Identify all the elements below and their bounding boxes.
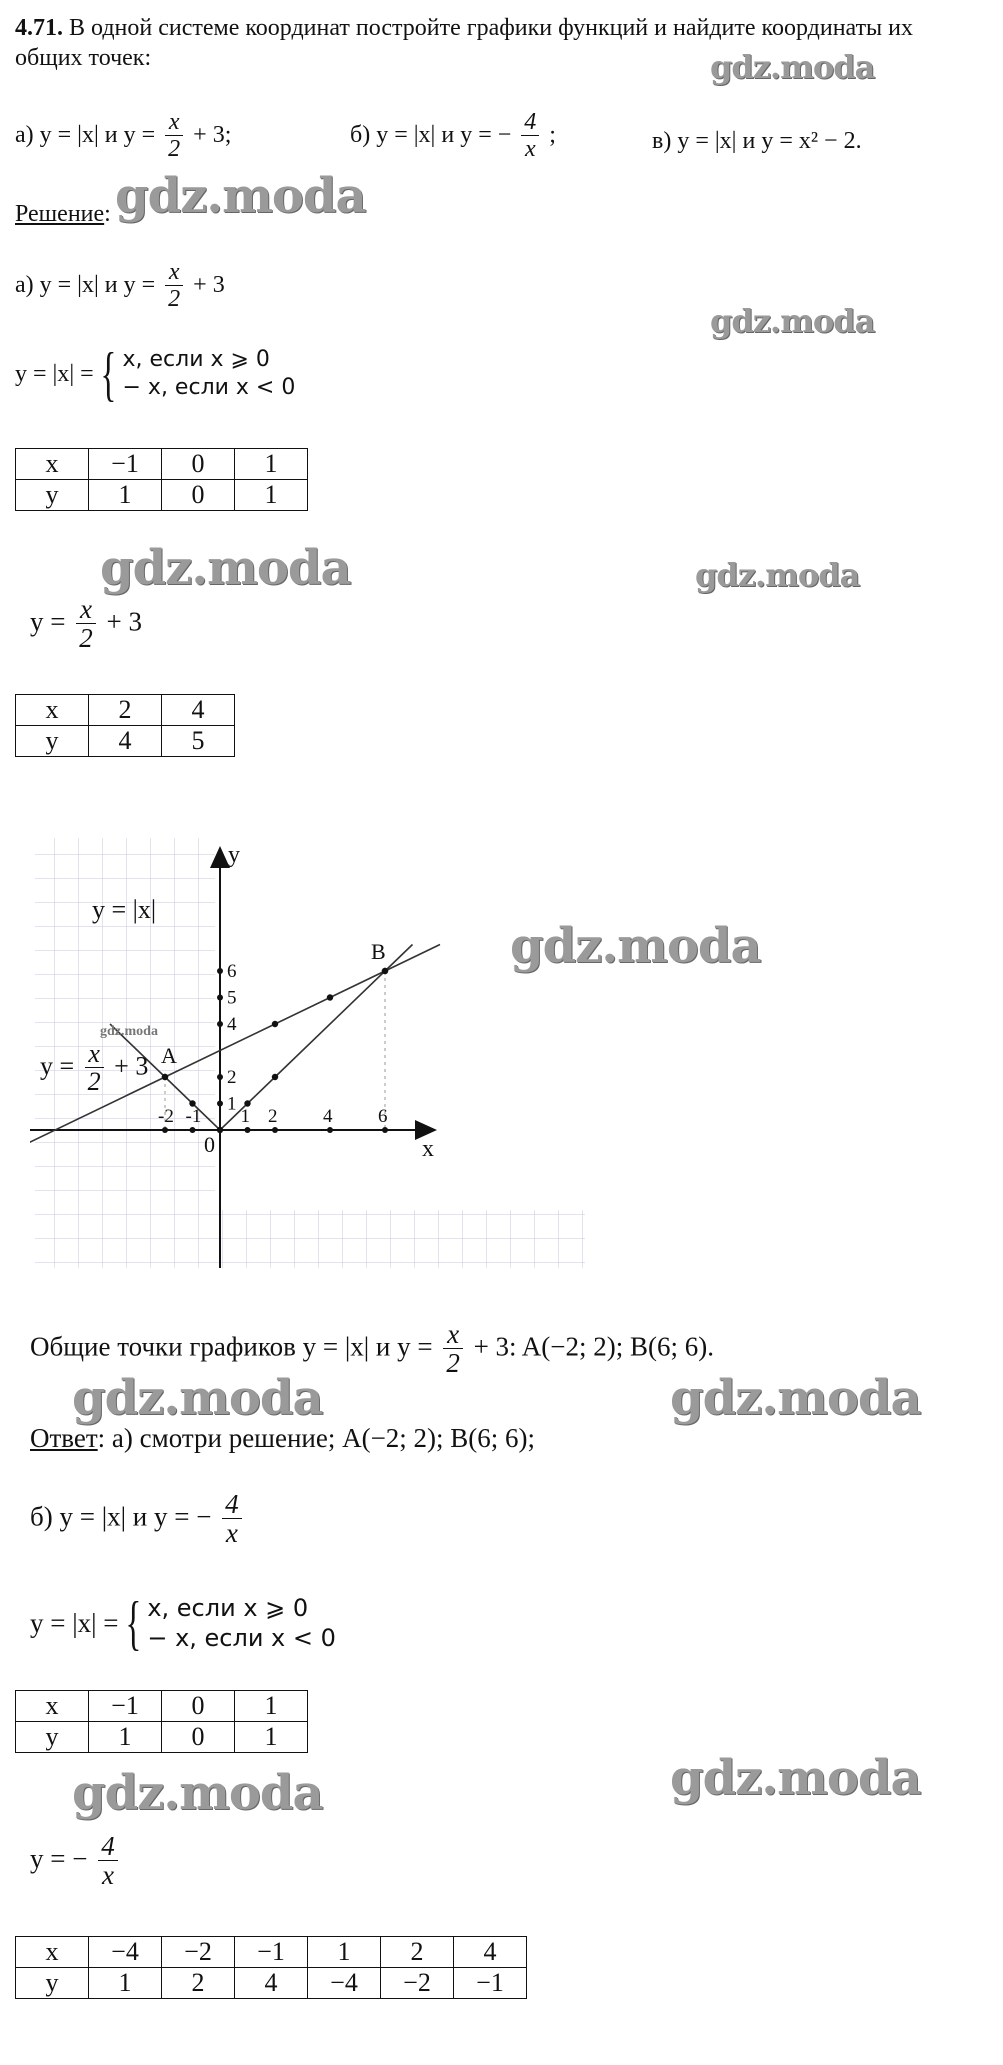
x-tick-label-2: 1 bbox=[240, 1106, 250, 1127]
x-tick-1 bbox=[190, 1127, 196, 1133]
y-tick-2 bbox=[217, 1021, 223, 1027]
watermark: gdz.moda bbox=[72, 1765, 323, 1821]
series-1-point-0 bbox=[162, 1074, 168, 1080]
y-tick-label-3: 5 bbox=[227, 987, 237, 1009]
graph-watermark: gdz.moda bbox=[100, 1024, 158, 1039]
fraction: $\frac{x}{2}$ bbox=[443, 1320, 463, 1379]
y-tick-label-2: 4 bbox=[227, 1014, 237, 1035]
section-a-table-abs: x −1 0 1 y 1 0 1 bbox=[15, 448, 308, 511]
brace-icon: { bbox=[124, 1590, 141, 1656]
series-1-point-1 bbox=[272, 1021, 278, 1027]
x-tick-5 bbox=[382, 1127, 388, 1133]
section-b-abs-definition: y = |x| = { x, если x ⩾ 0 − x, если x < 0 bbox=[30, 1590, 336, 1656]
problem-text-line1: В одной системе координат постройте графики функций и найдите координаты их bbox=[69, 15, 914, 41]
watermark: gdz.moda bbox=[510, 918, 761, 974]
y-axis-label: y bbox=[228, 842, 240, 868]
series-0-point-4 bbox=[272, 1074, 278, 1080]
section-a-abs-definition: y = |x| = { x, если x ⩾ 0 − x, если x < 0 bbox=[15, 341, 296, 407]
fraction: $\frac{x}{2}$ bbox=[165, 110, 183, 163]
fraction: $\frac{x}{2}$ bbox=[165, 260, 183, 313]
x-tick-4 bbox=[327, 1127, 333, 1133]
problem-text-line2: общих точек: bbox=[15, 45, 152, 71]
section-a-heading: а) y = |x| и y = $\frac{x}{2}$ + 3 bbox=[15, 259, 225, 313]
grid-background-bottom bbox=[215, 1210, 585, 1268]
problem-part-c: в) y = |x| и y = x² − 2. bbox=[652, 128, 862, 154]
fraction: $\frac{x}{2}$ bbox=[76, 595, 96, 654]
y-tick-label-0: 1 bbox=[227, 1093, 237, 1115]
watermark: gdz.moda bbox=[115, 168, 366, 224]
x-tick-label-5: 6 bbox=[378, 1106, 388, 1127]
fraction: $\frac{4}{x}$ bbox=[521, 110, 539, 163]
series-0-point-2 bbox=[217, 1127, 223, 1133]
watermark: gdz.moda bbox=[695, 556, 860, 594]
y-tick-0 bbox=[217, 1101, 223, 1107]
fraction: $\frac{4}{x}$ bbox=[98, 1832, 118, 1891]
graph-label-abs: y = |x| bbox=[92, 895, 157, 924]
section-b-table-abs: x −1 0 1 y 1 0 1 bbox=[15, 1690, 308, 1753]
section-a-line-function: y = $\frac{x}{2}$ + 3 bbox=[30, 594, 142, 654]
point-b-label: B bbox=[371, 939, 386, 964]
problem-number: 4.71. bbox=[15, 15, 63, 41]
y-tick-3 bbox=[217, 995, 223, 1001]
x-tick-label-3: 2 bbox=[268, 1106, 278, 1127]
problem-part-b: б) y = |x| и y = − $\frac{4}{x}$ ; bbox=[350, 109, 556, 163]
watermark: gdz.moda bbox=[710, 48, 875, 86]
x-tick-2 bbox=[245, 1127, 251, 1133]
series-1-point-2 bbox=[327, 994, 333, 1000]
x-tick-3 bbox=[272, 1127, 278, 1133]
brace-icon: { bbox=[100, 341, 117, 407]
x-axis-label: x bbox=[422, 1136, 434, 1162]
watermark: gdz.moda bbox=[710, 302, 875, 340]
watermark: gdz.moda bbox=[100, 540, 351, 596]
graph-label-line: y = $\frac{x}{2}$ + 3 bbox=[40, 1039, 149, 1097]
y-tick-label-1: 2 bbox=[227, 1067, 237, 1088]
solution-heading: Решение: bbox=[15, 201, 111, 227]
x-tick-label-1: -1 bbox=[185, 1106, 202, 1127]
problem-statement bbox=[15, 14, 913, 42]
y-tick-4 bbox=[217, 968, 223, 974]
origin-label: 0 bbox=[204, 1132, 215, 1157]
problem-part-a: а) y = |x| и y = $\frac{x}{2}$ + 3; bbox=[15, 109, 232, 163]
x-tick-label-4: 4 bbox=[323, 1106, 333, 1127]
y-tick-label-4: 6 bbox=[227, 961, 237, 982]
series-1-point-3 bbox=[382, 968, 388, 974]
fraction: $\frac{x}{2}$ bbox=[85, 1040, 104, 1097]
x-tick-0 bbox=[162, 1127, 168, 1133]
section-b-heading: б) y = |x| и y = − $\frac{4}{x}$ bbox=[30, 1490, 246, 1549]
point-a-label: A bbox=[161, 1043, 177, 1068]
watermark: gdz.moda bbox=[72, 1370, 323, 1426]
y-tick-1 bbox=[217, 1074, 223, 1080]
watermark: gdz.moda bbox=[670, 1370, 921, 1426]
fraction: $\frac{4}{x}$ bbox=[222, 1490, 242, 1549]
watermark: gdz.moda bbox=[670, 1750, 921, 1806]
section-b-table-hyperbola: x −4 −2 −1 1 2 4 y 1 2 4 −4 −2 −1 bbox=[15, 1936, 527, 1999]
common-points: Общие точки графиков y = |x| и y = $\frac{x}{2}$ + 3: A(−2; 2); B(6; 6). bbox=[30, 1319, 715, 1379]
x-tick-label-0: -2 bbox=[158, 1106, 174, 1127]
answer-a: Ответ: а) смотри решение; A(−2; 2); B(6; 6); bbox=[30, 1423, 536, 1453]
section-b-hyperbola-function: y = − $\frac{4}{x}$ bbox=[30, 1832, 122, 1891]
section-a-table-line: x 2 4 y 4 5 bbox=[15, 694, 235, 757]
